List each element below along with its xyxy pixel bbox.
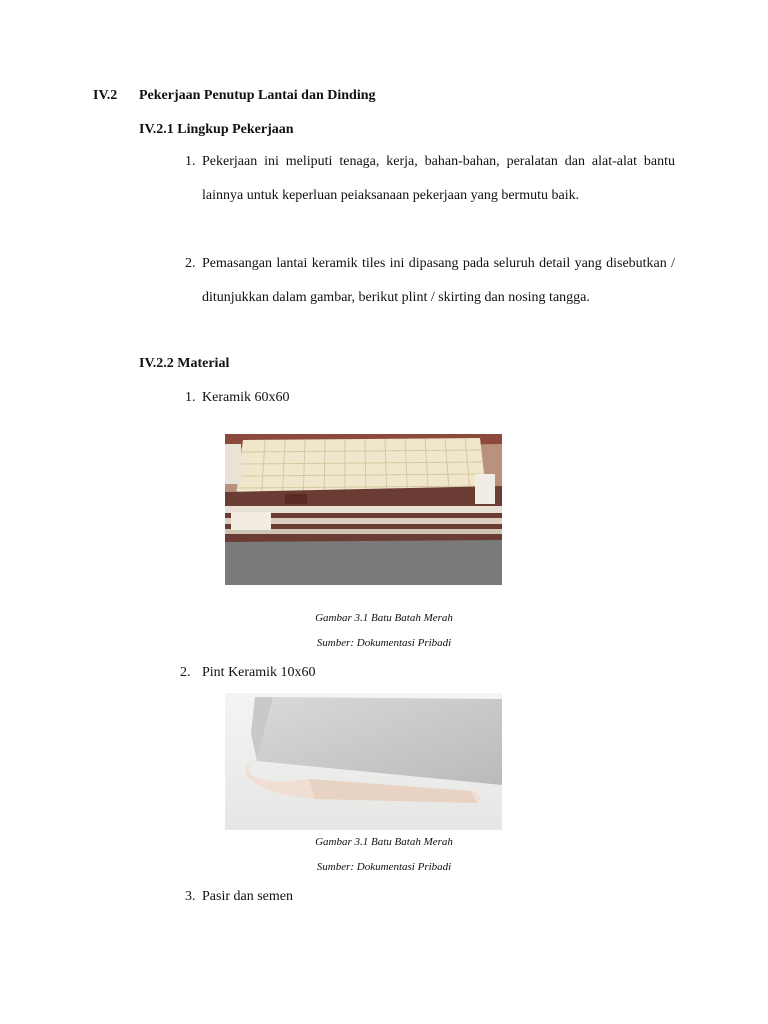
list-item-number: 1. — [185, 390, 196, 405]
figure-caption: Gambar 3.1 Batu Batah Merah — [315, 612, 453, 624]
skirting-tile-photo — [225, 693, 502, 830]
list-item-text: Pint Keramik 10x60 — [202, 665, 316, 680]
figure-caption: Gambar 3.1 Batu Batah Merah — [315, 836, 453, 848]
list-item-text: Keramik 60x60 — [202, 390, 290, 405]
list-item-text: Pekerjaan ini meliputi tenaga, kerja, bahan-bahan, peralatan dan alat-alat bantu lainnya untuk keperluan peiaksanaan pekerjaan yang bermutu baik. — [202, 154, 675, 203]
subsection-title-material: IV.2.2 Material — [139, 356, 230, 371]
subsection-title-scope: IV.2.1 Lingkup Pekerjaan — [139, 122, 294, 137]
list-item-text: Pasir dan semen — [202, 889, 293, 904]
list-item-number: 3. — [185, 889, 196, 904]
list-item-text: Pemasangan lantai keramik tiles ini dipasang pada seluruh detail yang disebutkan / ditunjukkan dalam gambar, berikut plint / skirting dan nosing tangga. — [202, 256, 675, 305]
figure-source: Sumber: Dokumentasi Pribadi — [316, 861, 452, 873]
figure-source: Sumber: Dokumentasi Pribadi — [316, 637, 452, 649]
ceramic-tile-photo — [225, 434, 502, 585]
section-title: Pekerjaan Penutup Lantai dan Dinding — [139, 88, 376, 103]
list-item-number: 2. — [185, 256, 196, 271]
section-number: IV.2 — [93, 88, 118, 103]
list-item-number: 2. — [180, 665, 191, 680]
list-item-number: 1. — [185, 154, 196, 169]
